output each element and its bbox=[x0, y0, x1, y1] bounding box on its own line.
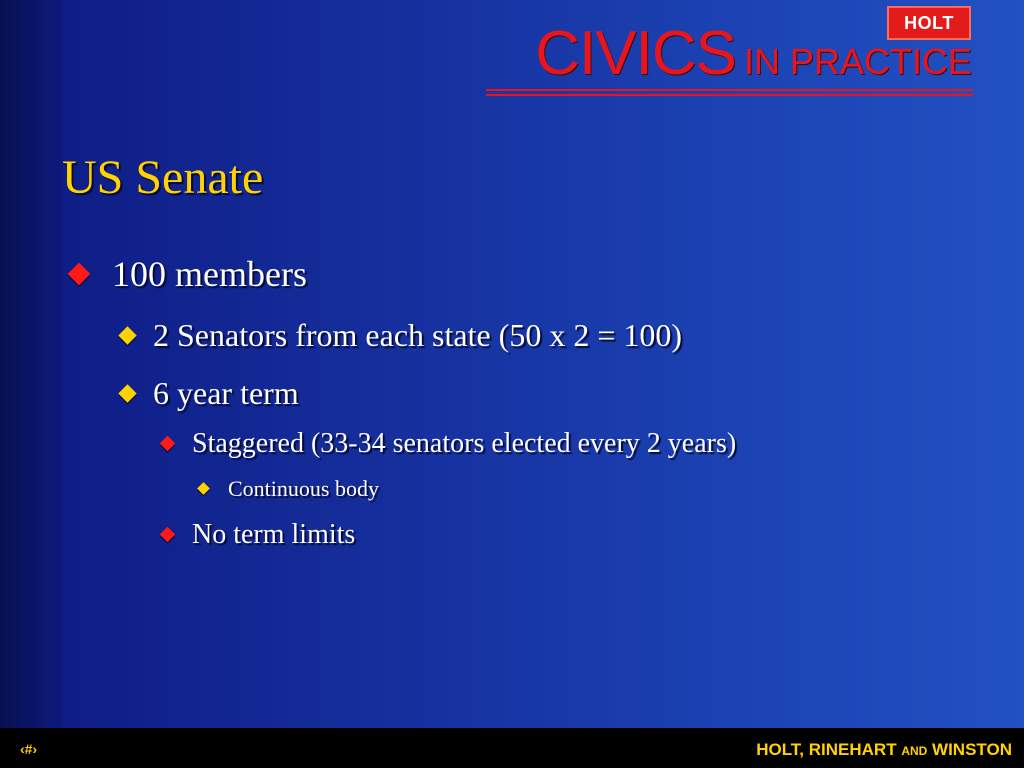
yellow-diamond-bullet-icon bbox=[118, 384, 136, 402]
brand-sub: IN PRACTICE bbox=[743, 41, 972, 82]
publisher-part-a: HOLT, RINEHART bbox=[756, 740, 902, 759]
publisher-name bbox=[756, 740, 1012, 760]
red-diamond-bullet-icon bbox=[68, 263, 91, 286]
brand-underline-2 bbox=[486, 94, 973, 96]
bullet-level-3: Staggered (33-34 senators elected every 2 years) bbox=[192, 428, 737, 459]
bullet-level-1: 100 members bbox=[112, 254, 307, 294]
slide-number: ‹#› bbox=[20, 741, 38, 757]
bullet-level-3: No term limits bbox=[192, 519, 356, 550]
brand-main: CIVICS bbox=[535, 19, 736, 88]
red-diamond-bullet-icon bbox=[160, 436, 176, 452]
bullet-level-2: 2 Senators from each state (50 x 2 = 100) bbox=[153, 317, 683, 353]
red-diamond-bullet-icon bbox=[160, 527, 176, 543]
yellow-diamond-bullet-icon bbox=[197, 482, 210, 495]
bullet-level-4: Continuous body bbox=[228, 476, 379, 501]
brand-underline-1 bbox=[486, 89, 973, 91]
bullet-level-2: 6 year term bbox=[153, 375, 299, 411]
slide-title: US Senate bbox=[62, 151, 264, 204]
holt-badge: HOLT bbox=[887, 6, 971, 40]
left-accent-band bbox=[0, 0, 62, 728]
publisher-part-b: WINSTON bbox=[927, 740, 1012, 759]
civics-in-practice-logo bbox=[535, 18, 972, 89]
yellow-diamond-bullet-icon bbox=[118, 326, 136, 344]
publisher-and: AND bbox=[901, 744, 928, 758]
